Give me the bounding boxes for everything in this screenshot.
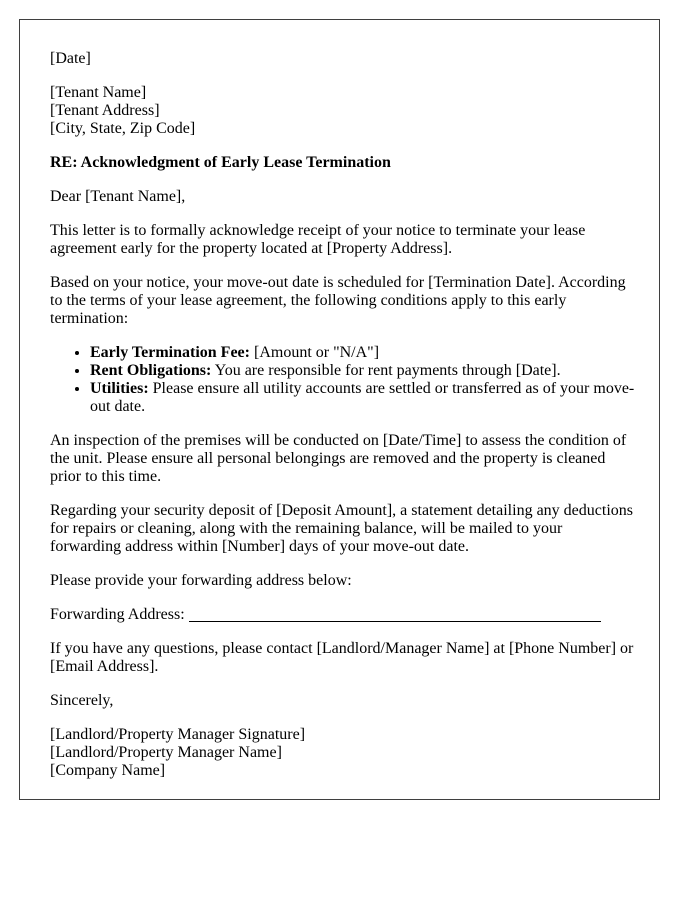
- condition-item-utilities: [90, 380, 637, 416]
- recipient-name-line: [Tenant Name]: [50, 84, 147, 101]
- paragraph-contact: If you have any questions, please contact [Landlord/Manager Name] at [Phone Number] or [Email Address].: [50, 640, 634, 675]
- condition-label: Early Termination Fee:: [90, 344, 250, 361]
- paragraph-intro: This letter is to formally acknowledge receipt of your notice to terminate your lease agreement early for the property located at [Property Address].: [50, 222, 586, 257]
- condition-label: Rent Obligations:: [90, 362, 212, 379]
- letter-page: [19, 19, 660, 800]
- subject-line: RE: Acknowledgment of Early Lease Termination: [50, 154, 391, 171]
- condition-item-early-termination-fee: [90, 344, 637, 362]
- forwarding-prompt: Please provide your forwarding address below:: [50, 572, 352, 589]
- condition-text: [Amount or "N/A"]: [253, 344, 380, 361]
- condition-text: You are responsible for rent payments through [Date].: [214, 362, 561, 379]
- recipient-city-line: [City, State, Zip Code]: [50, 120, 196, 137]
- date-line: [Date]: [50, 50, 91, 67]
- signature-line: [Landlord/Property Manager Signature]: [50, 726, 306, 743]
- condition-text: Please ensure all utility accounts are settled or transferred as of your move-out date.: [90, 380, 635, 415]
- company-name-line: [Company Name]: [50, 762, 166, 779]
- salutation: Dear [Tenant Name],: [50, 188, 186, 205]
- forwarding-address-row: [50, 606, 637, 624]
- forwarding-address-label: Forwarding Address:: [50, 606, 185, 623]
- paragraph-inspection: An inspection of the premises will be conducted on [Date/Time] to assess the condition of the unit. Please ensure all personal belongings are removed and the property is cleaned prior to this time.: [50, 432, 627, 485]
- condition-label: Utilities:: [90, 380, 149, 397]
- paragraph-deposit: Regarding your security deposit of [Deposit Amount], a statement detailing any deductions for repairs or cleaning, along with the remaining balance, will be mailed to your forwarding address within [Number] days of your move-out date.: [50, 502, 633, 555]
- signature-block: [50, 726, 637, 780]
- conditions-list: [50, 344, 637, 416]
- closing: Sincerely,: [50, 692, 114, 709]
- condition-item-rent-obligations: [90, 362, 637, 380]
- paragraph-notice: Based on your notice, your move-out date is scheduled for [Termination Date]. According to the terms of your lease agreement, the following conditions apply to this early termination:: [50, 274, 626, 327]
- forwarding-address-blank-line: [189, 607, 601, 622]
- recipient-address-line: [Tenant Address]: [50, 102, 160, 119]
- recipient-address-block: [50, 84, 637, 138]
- signer-name-line: [Landlord/Property Manager Name]: [50, 744, 282, 761]
